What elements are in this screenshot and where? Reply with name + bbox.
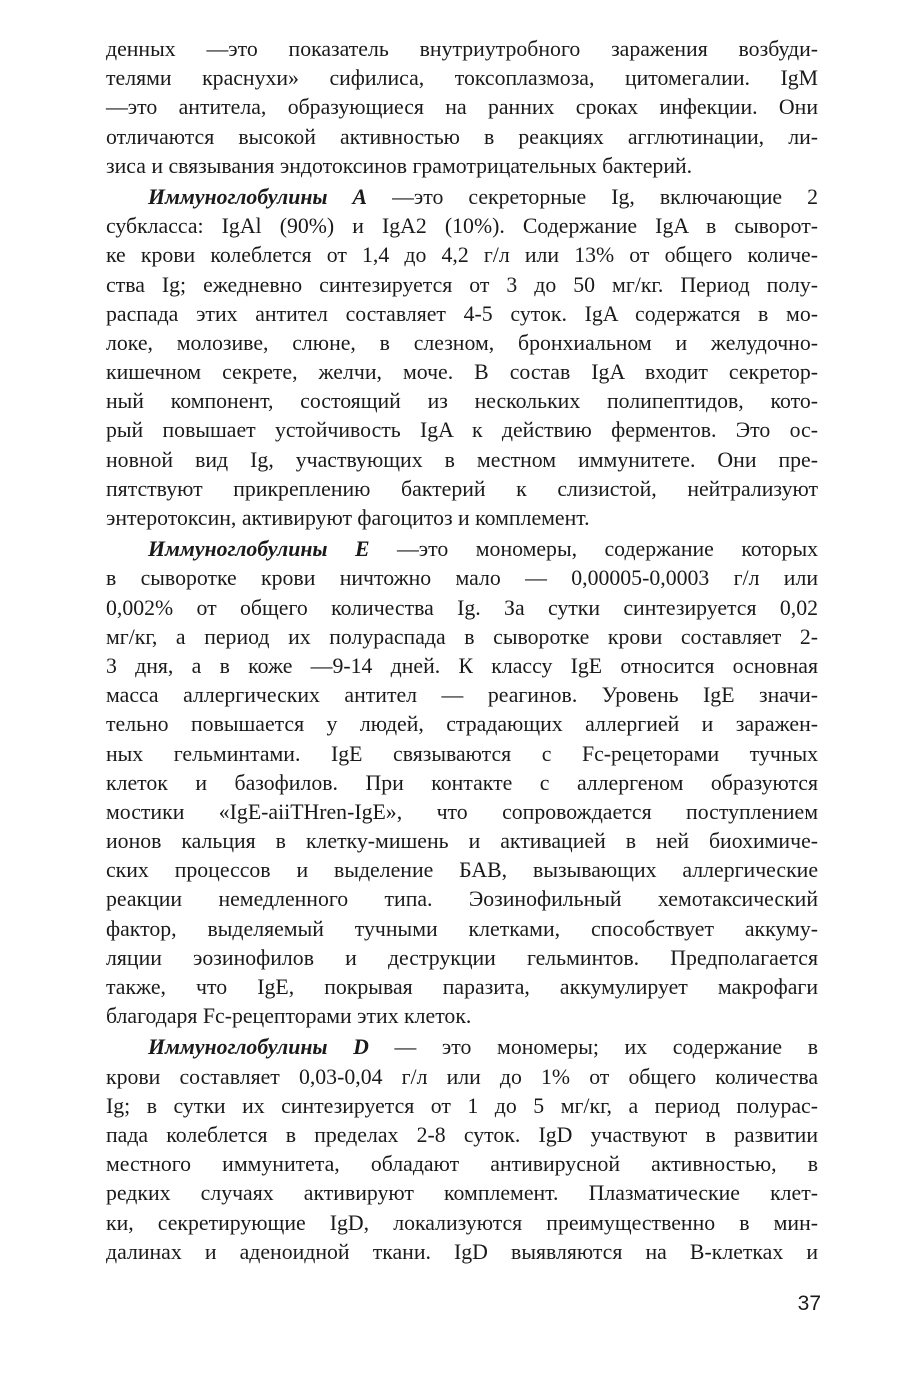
text-line: субкласса: IgAl (90%) и IgA2 (10%). Содержание IgA в сыворот-: [106, 214, 818, 239]
text-line: ный компонент, состоящий из нескольких полипептидов, кото-: [106, 389, 818, 414]
text-line: ионов кальция в клетку-мишень и активацией в ней биохимиче-: [106, 829, 818, 854]
text-line: Ig; в сутки их синтезируется от 1 до 5 мг/кг, а период полурас-: [106, 1093, 818, 1118]
text-line: локе, молозиве, слюне, в слезном, бронхиальном и желудочно-: [106, 330, 818, 355]
term-heading-igd: Иммуноглобулины D: [148, 1035, 369, 1060]
text-line: —это антитела, образующиеся на ранних сроках инфекции. Они: [106, 95, 818, 120]
text-run: —это мономеры, содержание которых: [369, 537, 818, 562]
text-run: —это секреторные Ig, включающие 2: [367, 184, 819, 209]
page-number: 37: [797, 1292, 821, 1315]
paragraph-first-line: [106, 1033, 818, 1062]
text-line: кишечном секрете, желчи, моче. В состав IgA входит секретор-: [106, 360, 818, 385]
term-heading-iga: Иммуноглобулины А: [148, 184, 368, 209]
text-line: 0,002% от общего количества Ig. За сутки синтезируется 0,02: [106, 595, 818, 620]
text-line: ляции эозинофилов и деструкции гельминтов. Предполагается: [106, 945, 818, 970]
text-line: новной вид Ig, участвующих в местном иммунитете. Они пре-: [106, 447, 818, 472]
paragraph-first-line: [106, 183, 818, 212]
text-line: ке крови колеблется от 1,4 до 4,2 г/л или 13% от общего количе-: [106, 243, 818, 268]
text-line: денных —это показатель внутриутробного заражения возбуди-: [106, 37, 818, 61]
paragraph-intro: [106, 35, 818, 181]
text-line: ства Ig; ежедневно синтезируется от 3 до 50 мг/кг. Период полу-: [106, 272, 818, 297]
text-line: в сыворотке крови ничтожно мало — 0,00005-0,0003 г/л или: [106, 566, 818, 591]
text-line: тельно повышается у людей, страдающих аллергией и заражен-: [106, 712, 818, 737]
text-line: благодаря Fc-рецепторами этих клеток.: [106, 1004, 472, 1029]
paragraph-ige: [106, 535, 818, 1031]
paragraph-iga: [106, 183, 818, 533]
text-line: пятствуют прикреплению бактерий к слизистой, нейтрализуют: [106, 476, 818, 501]
text-line: крови составляет 0,03-0,04 г/л или до 1% от общего количества: [106, 1064, 818, 1089]
text-line: мг/кг, а период их полураспада в сыворотке крови составляет 2-: [106, 624, 818, 649]
text-line: отличаются высокой активностью в реакциях агглютинации, ли-: [106, 124, 818, 149]
text-line: энтеротоксин, активируют фагоцитоз и комплемент.: [106, 506, 590, 530]
text-line: далинах и аденоидной ткани. IgD выявляются на В-клетках и: [106, 1239, 818, 1264]
text-line: распада этих антител составляет 4-5 суток. IgA содержатся в мо-: [106, 301, 818, 326]
text-line: редких случаях активируют комплемент. Плазматические клет-: [106, 1181, 818, 1206]
page-body: [106, 35, 818, 1269]
text-line: ки, секретирующие IgD, локализуются преимущественно в мин-: [106, 1210, 818, 1235]
text-line: ных гельминтами. IgE связываются с Fc-рецеторами тучных: [106, 741, 818, 766]
text-line: масса аллергических антител — реагинов. Уровень IgE значи-: [106, 683, 818, 708]
text-line: ских процессов и выделение БАВ, вызывающих аллергические: [106, 858, 818, 883]
text-line: клеток и базофилов. При контакте с аллергеном образуются: [106, 770, 818, 795]
text-line: местного иммунитета, обладают антивирусной активностью, в: [106, 1152, 818, 1177]
text-line: мостики «IgE-aiiTHren-IgE», что сопровождается поступлением: [106, 799, 818, 824]
text-line: также, что IgE, покрывая паразита, аккумулирует макрофаги: [106, 975, 818, 999]
text-line: фактор, выделяемый тучными клетками, способствует аккуму-: [106, 916, 818, 941]
paragraph-igd: [106, 1033, 818, 1267]
text-line: пада колеблется в пределах 2-8 суток. IgD участвуют в развитии: [106, 1122, 818, 1147]
text-line: зиса и связывания эндотоксинов грамотрицательных бактерий.: [106, 153, 693, 178]
text-line: реакции немедленного типа. Эозинофильный хемотаксический: [106, 887, 818, 912]
text-line: телями краснухи» сифилиса, токсоплазмоза, цитомегалии. IgM: [106, 66, 818, 91]
term-heading-ige: Иммуноглобулины Е: [148, 537, 370, 562]
text-run: — это мономеры; их содержание в: [368, 1035, 818, 1060]
text-line: 3 дня, а в коже —9-14 дней. К классу IgE относится основная: [106, 653, 818, 678]
paragraph-first-line: [106, 535, 818, 564]
text-line: рый повышает устойчивость IgA к действию ферментов. Это ос-: [106, 418, 818, 443]
